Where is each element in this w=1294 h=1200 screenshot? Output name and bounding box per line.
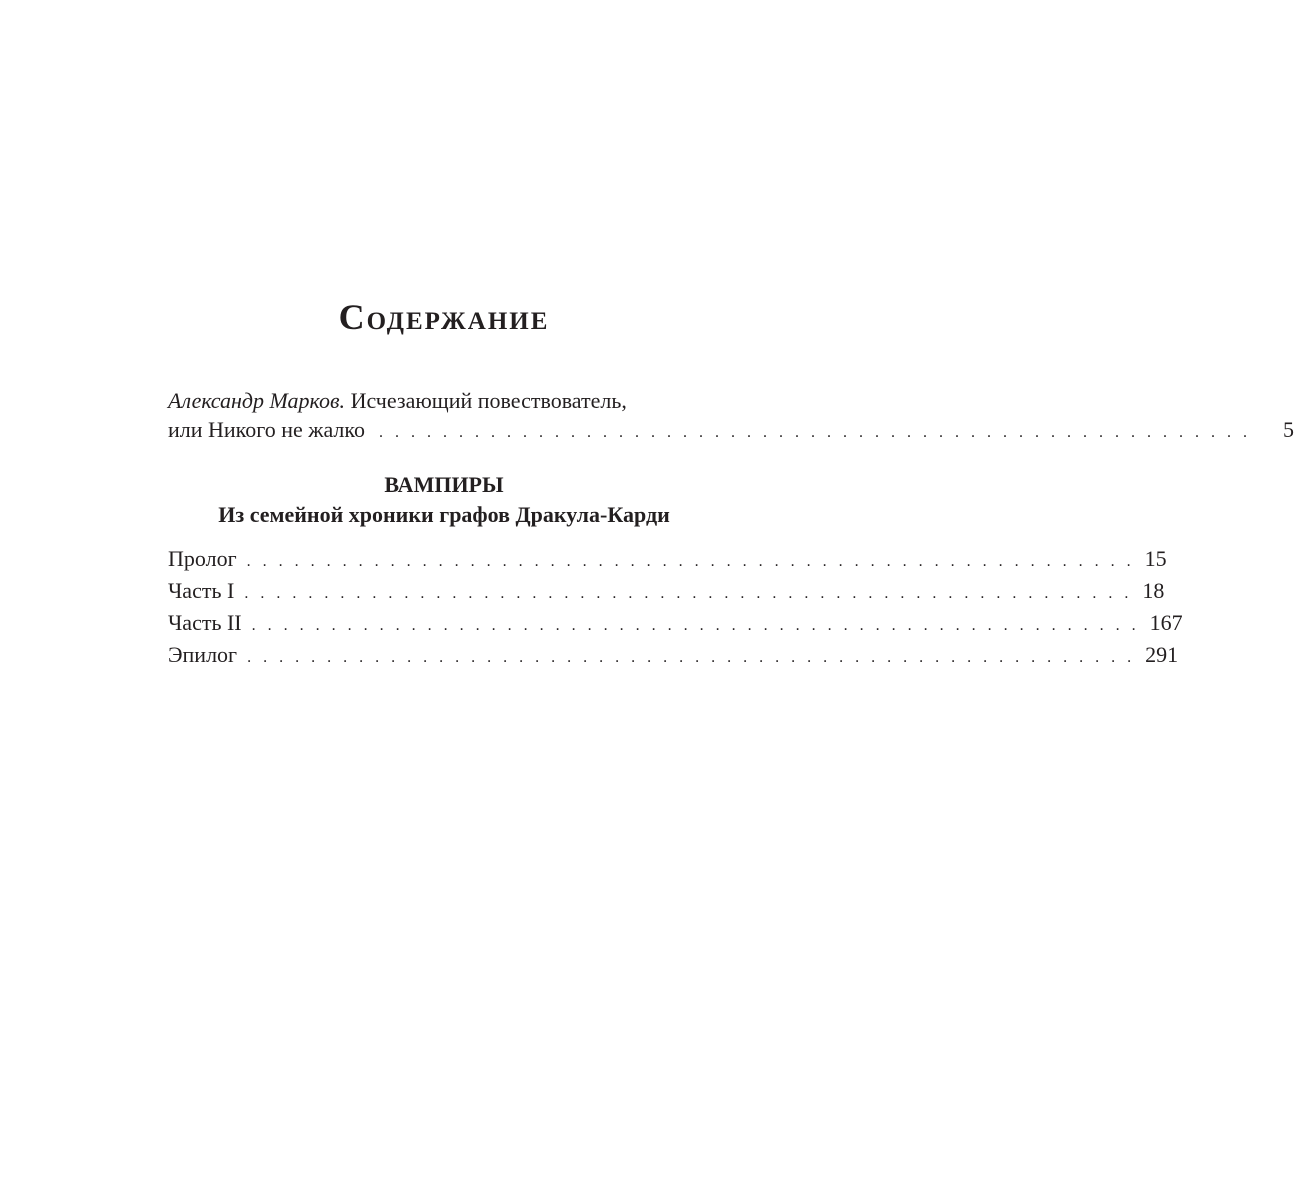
intro-author: Александр Марков. — [168, 388, 346, 413]
toc-entry — [168, 544, 1167, 576]
toc-entry — [168, 576, 1165, 608]
toc-chapter-list — [168, 544, 1183, 672]
toc-intro-line-1 — [168, 386, 720, 415]
page-number: 18 — [1142, 578, 1165, 603]
toc-intro-entry — [168, 386, 1294, 447]
intro-title-part-1: Исчезающий повествователь, — [345, 388, 627, 413]
toc-intro-line-2 — [168, 415, 1294, 447]
toc-entry-label: Пролог — [168, 546, 237, 571]
dot-leader: . . . . . . . . . . . . . . . . . . . . . . . . . . . . . . . . . . . . . . . . . . . . . . . . . . . . . . . . — [247, 649, 1136, 666]
toc-entry — [168, 640, 1179, 672]
toc-entry-label: Эпилог — [168, 642, 238, 667]
page-number: 15 — [1144, 546, 1167, 571]
dot-leader: . . . . . . . . . . . . . . . . . . . . . . . . . . . . . . . . . . . . . . . . . . . . . . . . . . . . . . . . — [244, 585, 1133, 602]
toc-entry-label: Часть II — [168, 610, 242, 635]
section-heading — [0, 470, 888, 530]
toc-entry — [168, 608, 1183, 640]
page-number: 167 — [1149, 610, 1183, 635]
dot-leader: . . . . . . . . . . . . . . . . . . . . . . . . . . . . . . . . . . . . . . . . . . . . . . . . . . . . . . . . — [246, 553, 1135, 570]
intro-title-part-2: или Никого не жалко — [168, 417, 365, 442]
section-title: ВАМПИРЫ — [384, 472, 504, 497]
dot-leader: . . . . . . . . . . . . . . . . . . . . . . . . . . . . . . . . . . . . . . . . . . . . . . . . . . . . . . . — [378, 424, 1251, 441]
toc-entry-label: Часть I — [168, 578, 235, 603]
page-number: 291 — [1145, 642, 1179, 667]
page-number: 5 — [1282, 417, 1294, 442]
page-title: Содержание — [338, 297, 550, 337]
dot-leader: . . . . . . . . . . . . . . . . . . . . . . . . . . . . . . . . . . . . . . . . . . . . . . . . . . . . . . . . — [251, 617, 1140, 634]
section-subtitle: Из семейной хроники графов Дракула-Карди — [218, 502, 670, 527]
